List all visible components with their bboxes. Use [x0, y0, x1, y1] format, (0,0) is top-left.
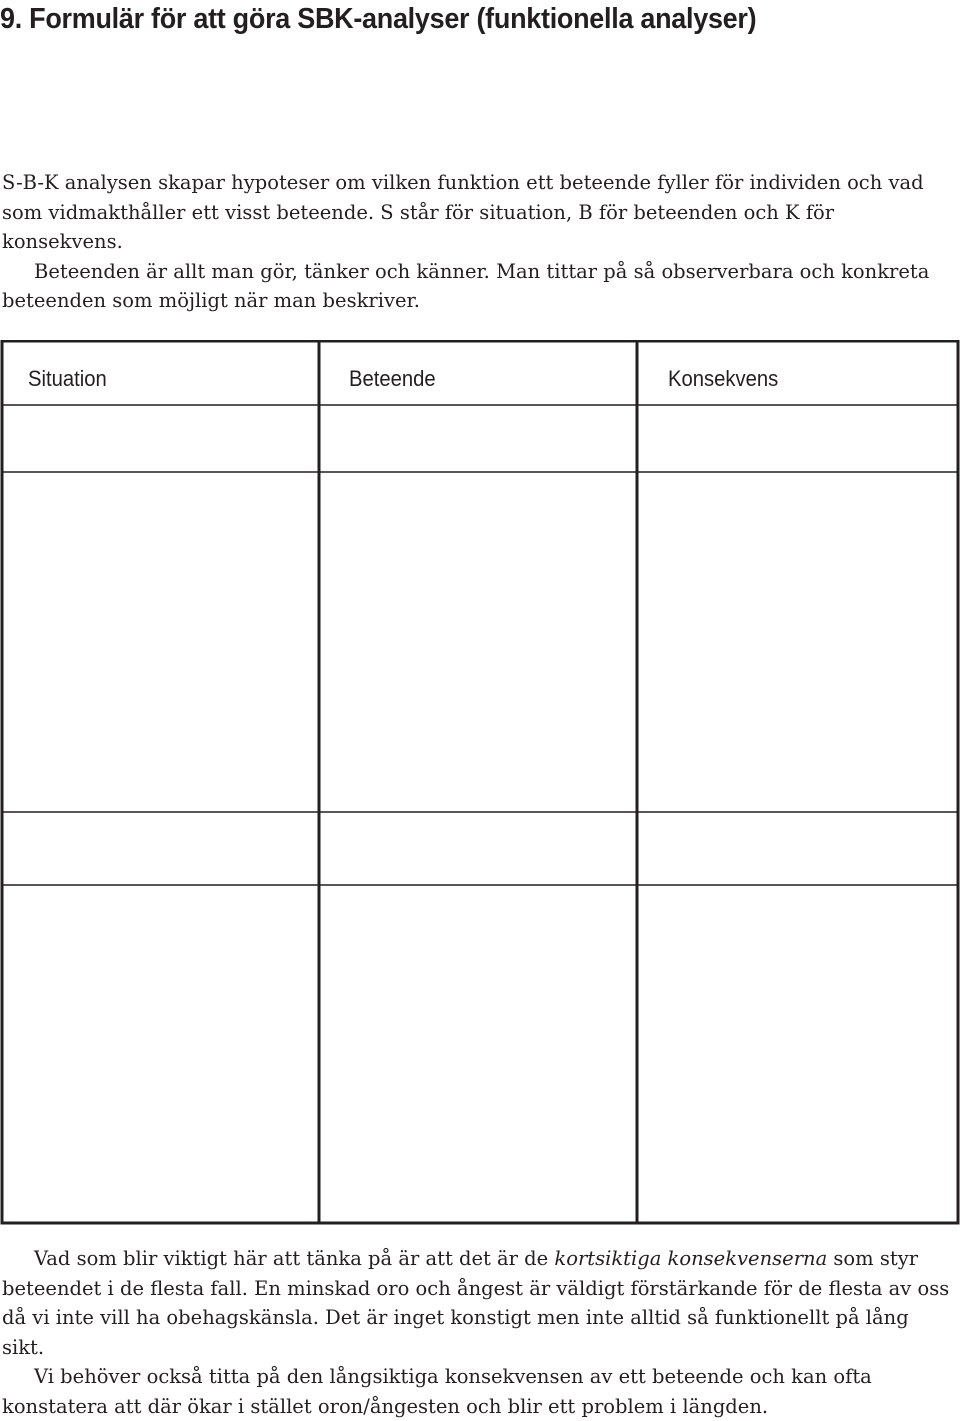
column-header-situation: Situation [28, 366, 107, 391]
outro-paragraph: Vi behöver också titta på den långsiktiga konsekvensen av ett beteende och kan ofta konstatera att där ökar i stället oron/ångesten och blir ett problem i längden. [2, 1365, 872, 1418]
intro-text [2, 168, 950, 316]
outro-emphasis: kortsiktiga konsekvenserna [554, 1247, 828, 1270]
column-header-konsekvens: Konsekvens [668, 366, 779, 391]
sbk-form-table [0, 340, 960, 1225]
column-header-beteende: Beteende [349, 366, 436, 391]
outro-paragraph [2, 1244, 952, 1362]
outro-text-part: Vad som blir viktigt här att tänka på är att det är de [34, 1247, 555, 1270]
outro-text-part: som styr beteendet i de flesta fall. En minskad oro och ångest är väldigt förstärkande för de flesta av oss då vi inte vill ha obehagskänsla. Det är inget konstigt men inte alltid så funktionellt på lång sikt. [2, 1247, 950, 1359]
intro-paragraph: Beteenden är allt man gör, tänker och känner. Man tittar på så observerbara och konkreta beteenden som möjligt när man beskriver. [2, 259, 930, 312]
sbk-table-grid [0, 340, 960, 1225]
intro-paragraph: S-B-K analysen skapar hypoteser om vilken funktion ett beteende fyller för individen och vad som vidmakthåller ett visst beteende. S står för situation, B för beteenden och K för konsekvens. [2, 171, 924, 253]
table-border [2, 341, 958, 1223]
page-title: 9. Formulär för att göra SBK-analyser (funktionella analyser) [0, 3, 757, 35]
outro-text [2, 1244, 952, 1421]
